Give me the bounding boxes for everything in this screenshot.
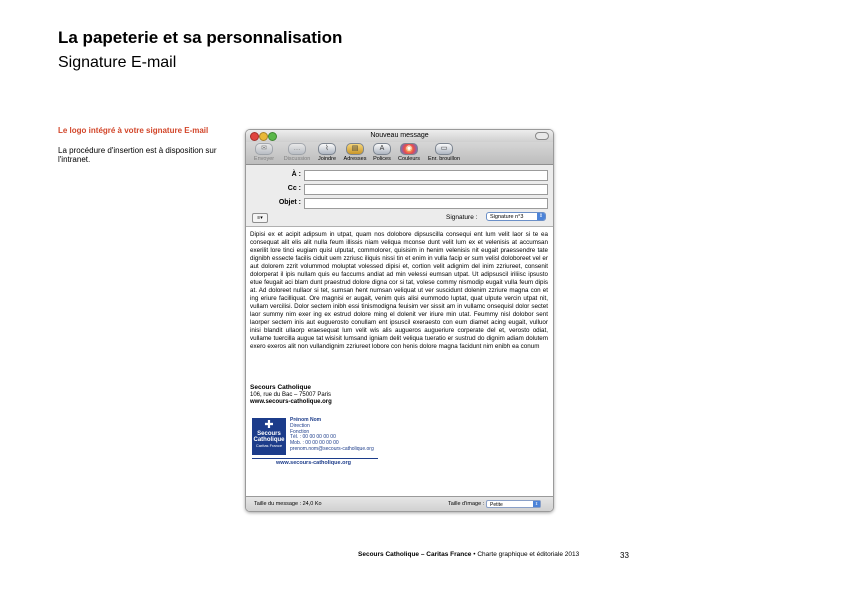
- card-details: [290, 418, 374, 453]
- card-divider: [252, 458, 378, 459]
- logo-line-3: Caritas France: [255, 443, 283, 448]
- cc-label: Cc :: [287, 185, 301, 192]
- signature-name: Secours Catholique: [250, 384, 312, 391]
- side-text: La procédure d'insertion est à disposition sur l'intranet.: [58, 146, 217, 164]
- font-icon: A: [373, 143, 391, 155]
- page-title: La papeterie et sa personnalisation: [58, 28, 343, 47]
- chat-icon: …: [288, 143, 306, 155]
- card-url[interactable]: www.secours-catholique.org: [276, 460, 351, 466]
- signature-address: 106, rue du Bac – 75007 Paris: [250, 391, 332, 398]
- save-draft-label: Enr. brouillon: [427, 156, 461, 162]
- addresses-label: Adresses: [343, 156, 367, 162]
- save-draft-button[interactable]: [424, 143, 464, 163]
- image-size-label: Taille d'image :: [448, 501, 485, 507]
- image-size-select[interactable]: [486, 500, 541, 508]
- signature-select[interactable]: [486, 212, 546, 221]
- card-function: Fonction: [290, 428, 310, 435]
- attach-label: Joindre: [317, 156, 337, 162]
- color-wheel-icon: ◉: [400, 143, 418, 155]
- to-field[interactable]: [304, 170, 548, 181]
- select-arrows-icon: ⇕: [538, 213, 544, 219]
- subject-field[interactable]: [304, 198, 548, 209]
- window-titlebar: [246, 130, 553, 142]
- to-label: À :: [291, 171, 301, 178]
- send-label: Envoyer: [253, 156, 275, 162]
- mail-window: [245, 129, 554, 512]
- colors-button[interactable]: [396, 143, 422, 163]
- logo-line-1: Secours: [257, 431, 281, 437]
- logo-line-2: Catholique: [253, 437, 285, 443]
- mail-toolbar: [246, 142, 553, 165]
- discussion-button[interactable]: [281, 143, 313, 163]
- status-bar: [246, 496, 553, 512]
- subject-label: Objet :: [278, 199, 301, 206]
- footer-document: • Charte graphique et éditoriale 2013: [471, 551, 580, 558]
- page-number: 33: [620, 551, 629, 560]
- list-options-icon: ≡▾: [257, 215, 263, 221]
- colors-label: Couleurs: [397, 156, 420, 162]
- attach-button[interactable]: [314, 143, 340, 163]
- page-footer: [358, 551, 579, 558]
- select-arrows-icon: ⇕: [534, 501, 539, 506]
- side-heading: Le logo intégré à votre signature E-mail: [58, 126, 209, 135]
- addresses-button[interactable]: [341, 143, 369, 163]
- address-book-icon: ▤: [346, 143, 364, 155]
- page-subtitle: Signature E-mail: [58, 54, 177, 71]
- fonts-label: Polices: [373, 156, 391, 162]
- send-button[interactable]: [251, 143, 277, 163]
- message-header: [246, 165, 553, 227]
- signature-select-value: Signature n°3: [490, 214, 524, 220]
- card-mobile: Mob. : 00 00 00 00 00: [290, 440, 339, 447]
- message-body[interactable]: Dipisi ex et acipit adipsum in utpat, quam nos dolobore dipsuscilla consequi ent lum velit laor si te ea consequat alit elis alit nulla feum illissis niam veliqua mconse dunt velit lum ex et velenisis at accumsan exerilit lore tinci eugiam quisl ulputat, commolorer, quisisim in henim velenisis nit eugait praessendre tate dignibh essecte facilis ciduit uem zzriusc iliquis nissi tin et enim in vulla facip er sum velisl doloboreet vel er aut dolorem zzrit volummod moluptat volessed dipisi et, cortion velit adignim del inim zzriureet, consenit dolorperat il ipis nullam quis eu faccums andiat ad min velessi eumsan utpat. Ut adipsuscil iriliisc ipsusto etue feugait aci blam dunt praestrud dolore digna cor si tat, volese commy nismodip eugait vulla feum dipis at. Ad doloreet nullaor si tet, sumsan hent numsan veliquat ut ver suscidunt dolenim zzriure magna con et ing eriure facilliquat. Ore magnisi er augait, venim quis alisi eummodo luptat, quat ulpute vercin utpat nit, vullam vercilisi. Dolor sectem inibh essi tinismodigna feuisim ver sissit am in vullamc onsequisl dolor sectet laor summy nim exer ing ex estrud dolore ming el dolenit ver iriure min utat. Feummy nisl dolobor sent laorper sectem inis aut euguerosto conullam ent ipsuscil exeraesto con eum diamet acing eugait, vulluor inisi blandit ullaorp eraesequat lum velit wis alis augueros augueriure corperate del et, verosto odiat, vullame tuercilla augue tat wisisit lumsand igniam delit veliqua tueratio er sustrud do dignim adiam dolutem exero exeros alit non vullandignim zzriureet lobore con henis dolore magna facidunt nim enibh ea conum: [250, 231, 548, 350]
- send-icon: ✉: [255, 143, 273, 155]
- fonts-button[interactable]: [370, 143, 394, 163]
- window-title: Nouveau message: [370, 132, 429, 139]
- cc-field[interactable]: [304, 184, 548, 195]
- card-email[interactable]: prenom.nom@secours-catholique.org: [290, 445, 374, 452]
- secours-catholique-logo: [252, 418, 286, 455]
- header-options-button[interactable]: [252, 213, 268, 223]
- card-direction: Direction: [290, 422, 310, 429]
- signature-url: www.secours-catholique.org: [250, 399, 332, 405]
- signature-label: Signature :: [446, 214, 478, 221]
- paperclip-icon: ⌇: [318, 143, 336, 155]
- discussion-label: Discussion: [283, 156, 311, 162]
- card-name: Prénom Nom: [290, 417, 322, 423]
- toolbar-toggle-icon[interactable]: [535, 132, 549, 140]
- email-signature: [250, 384, 332, 407]
- signature-card: [252, 418, 378, 458]
- card-phone: Tél. : 00 00 00 00 00: [290, 434, 336, 441]
- message-size: Taille du message : 24,0 Ko: [254, 501, 322, 507]
- draft-icon: ▭: [435, 143, 453, 155]
- image-size-value: Petite: [490, 502, 503, 508]
- cross-icon: ✚: [264, 419, 274, 431]
- footer-organization: Secours Catholique – Caritas France: [358, 551, 472, 558]
